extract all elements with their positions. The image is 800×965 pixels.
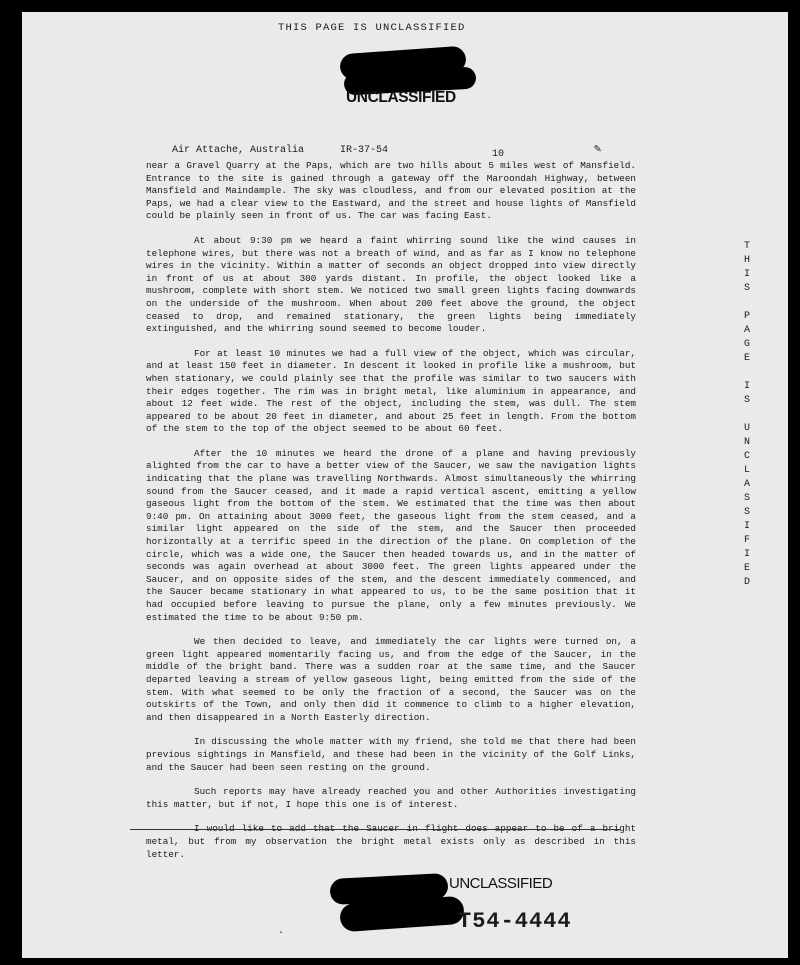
side-letter: D xyxy=(743,577,750,588)
paragraph: I would like to add that the Saucer in flight does appear to be of a bright metal, but from my observation the bright metal exists only as described in this letter. xyxy=(146,823,636,860)
document-number: T54-4444 xyxy=(458,909,572,934)
side-gap xyxy=(741,366,753,380)
side-letter: C xyxy=(743,451,750,462)
side-classification-stamp xyxy=(741,240,753,590)
side-letter: U xyxy=(743,423,750,434)
side-letter: S xyxy=(743,283,750,294)
side-letter: T xyxy=(743,241,750,252)
side-letter: E xyxy=(743,353,750,364)
document-page xyxy=(22,12,788,958)
side-letter: E xyxy=(743,563,750,574)
paragraph: near a Gravel Quarry at the Paps, which are two hills about 5 miles west of Mansfield. Entrance to the site is gained through a gateway off the Maroondah Highway, between Mansfield and Maindample. The sky was cloudless, and from our elevated position at the Paps, we had a clear view to the Eastward, and the street and house lights of Mansfield could be plainly seen in front of us. The car was facing East. xyxy=(146,160,636,222)
side-letter: I xyxy=(743,269,750,280)
header-page-number: 10 xyxy=(492,149,505,160)
side-letter: I xyxy=(743,549,750,560)
side-letter: S xyxy=(743,507,750,518)
side-letter: I xyxy=(743,381,750,392)
side-letter: A xyxy=(743,325,750,336)
paragraph: In discussing the whole matter with my friend, she told me that there had been previous sightings in Mansfield, and these had been in the vicinity of the Golf Links, and the Saucer had been seen resting on the ground. xyxy=(146,736,636,773)
scan-speck: · xyxy=(278,928,285,939)
header-from: Air Attache, Australia xyxy=(172,145,305,156)
side-letter: G xyxy=(743,339,750,350)
classification-banner: THIS PAGE IS UNCLASSIFIED xyxy=(278,22,466,34)
letter-body xyxy=(146,160,636,861)
side-letter: P xyxy=(743,311,750,322)
header-report-number: IR-37-54 xyxy=(340,145,389,156)
paragraph: At about 9:30 pm we heard a faint whirring sound like the wind causes in telephone wires, but there was not a breath of wind, and as far as I know no telephone wires in the vicinity. Within a matter of seconds an object dropped into view directly in front of us at about 300 yards distant. In profile, the object looked like a mushroom, complete with short stem. We noticed two small green lights facing downwards on the underside of the mushroom. When about 200 feet above the ground, the object ceased to drop, and remained stationary, the green lights being immediately extinguished, and the whirring sound seemed to become louder. xyxy=(146,234,636,335)
side-letter: H xyxy=(743,255,750,266)
paragraph: After the 10 minutes we heard the drone of a plane and having previously alighted from the car to have a better view of the Saucer, we saw the navigation lights indicating that the plane was travelling Northwards. Almost simultaneously the whirring sound from the Saucer ceased, and it made a rapid vertical ascent, emitting a yellow gaseous light from the bottom of the stem. We estimated that the time was then about 9:40 pm. On attaining about 3000 feet, the gaseous light from the stem ceased, and a similar light appeared on the side of the stem, and the Saucer then proceeded horizontally at a terrific speed in the direction of the plane. On completion of the circle, which was a wide one, the Saucer then headed towards us, and in the matter of seconds was again overhead at about 3000 feet. The green lights appeared under the Saucer, and on opposite sides of the stem, and the descent immediately commenced, and the Saucer became stationary in what appeared to us, to be the same position that it had occupied before leaving to pursue the plane, only a few minutes previously. We estimated the time to be about 9:50 pm. xyxy=(146,447,636,623)
paragraph: For at least 10 minutes we had a full view of the object, which was circular, and at least 150 feet in diameter. In descent it looked in profile like a mushroom, but when stationary, we could plainly see that the profile was similar to two saucers with their edges together. The rim was in bright metal, like aluminium in appearance, and about 12 feet wide. The rest of the object, including the stem, was dull. The stem appeared to be about 20 feet in diameter, and about 25 feet in length. From the bottom of the stem to the top of the object seemed to be about 60 feet. xyxy=(146,347,636,435)
paragraph: Such reports may have already reached you and other Authorities investigating this matter, but if not, I hope this one is of interest. xyxy=(146,786,636,810)
signature-rule xyxy=(130,829,620,830)
side-letter: F xyxy=(743,535,750,546)
classification-stamp-bottom: UNCLASSIFIED xyxy=(449,875,553,892)
side-letter: I xyxy=(743,521,750,532)
handwritten-mark: ✎ xyxy=(594,142,602,156)
side-letter: S xyxy=(743,493,750,504)
side-letter: N xyxy=(743,437,750,448)
side-gap xyxy=(741,408,753,422)
classification-stamp-top: UNCLASSIFIED xyxy=(346,89,456,106)
side-letter: S xyxy=(743,395,750,406)
side-gap xyxy=(741,296,753,310)
side-letter: L xyxy=(743,465,750,476)
side-letter: A xyxy=(743,479,750,490)
paragraph: We then decided to leave, and immediately the car lights were turned on, a green light appeared momentarily facing us, and from the edge of the Saucer, in the middle of the bright band. There was a sudden roar at the same time, and the Saucer departed leaving a stream of yellow gaseous light, being emitted from the side of the stem. With what seemed to be only the fraction of a second, the Saucer was on the outskirts of the Town, and only then did it commence to climb to a higher elevation, and then disappeared in a North Easterly direction. xyxy=(146,636,636,723)
